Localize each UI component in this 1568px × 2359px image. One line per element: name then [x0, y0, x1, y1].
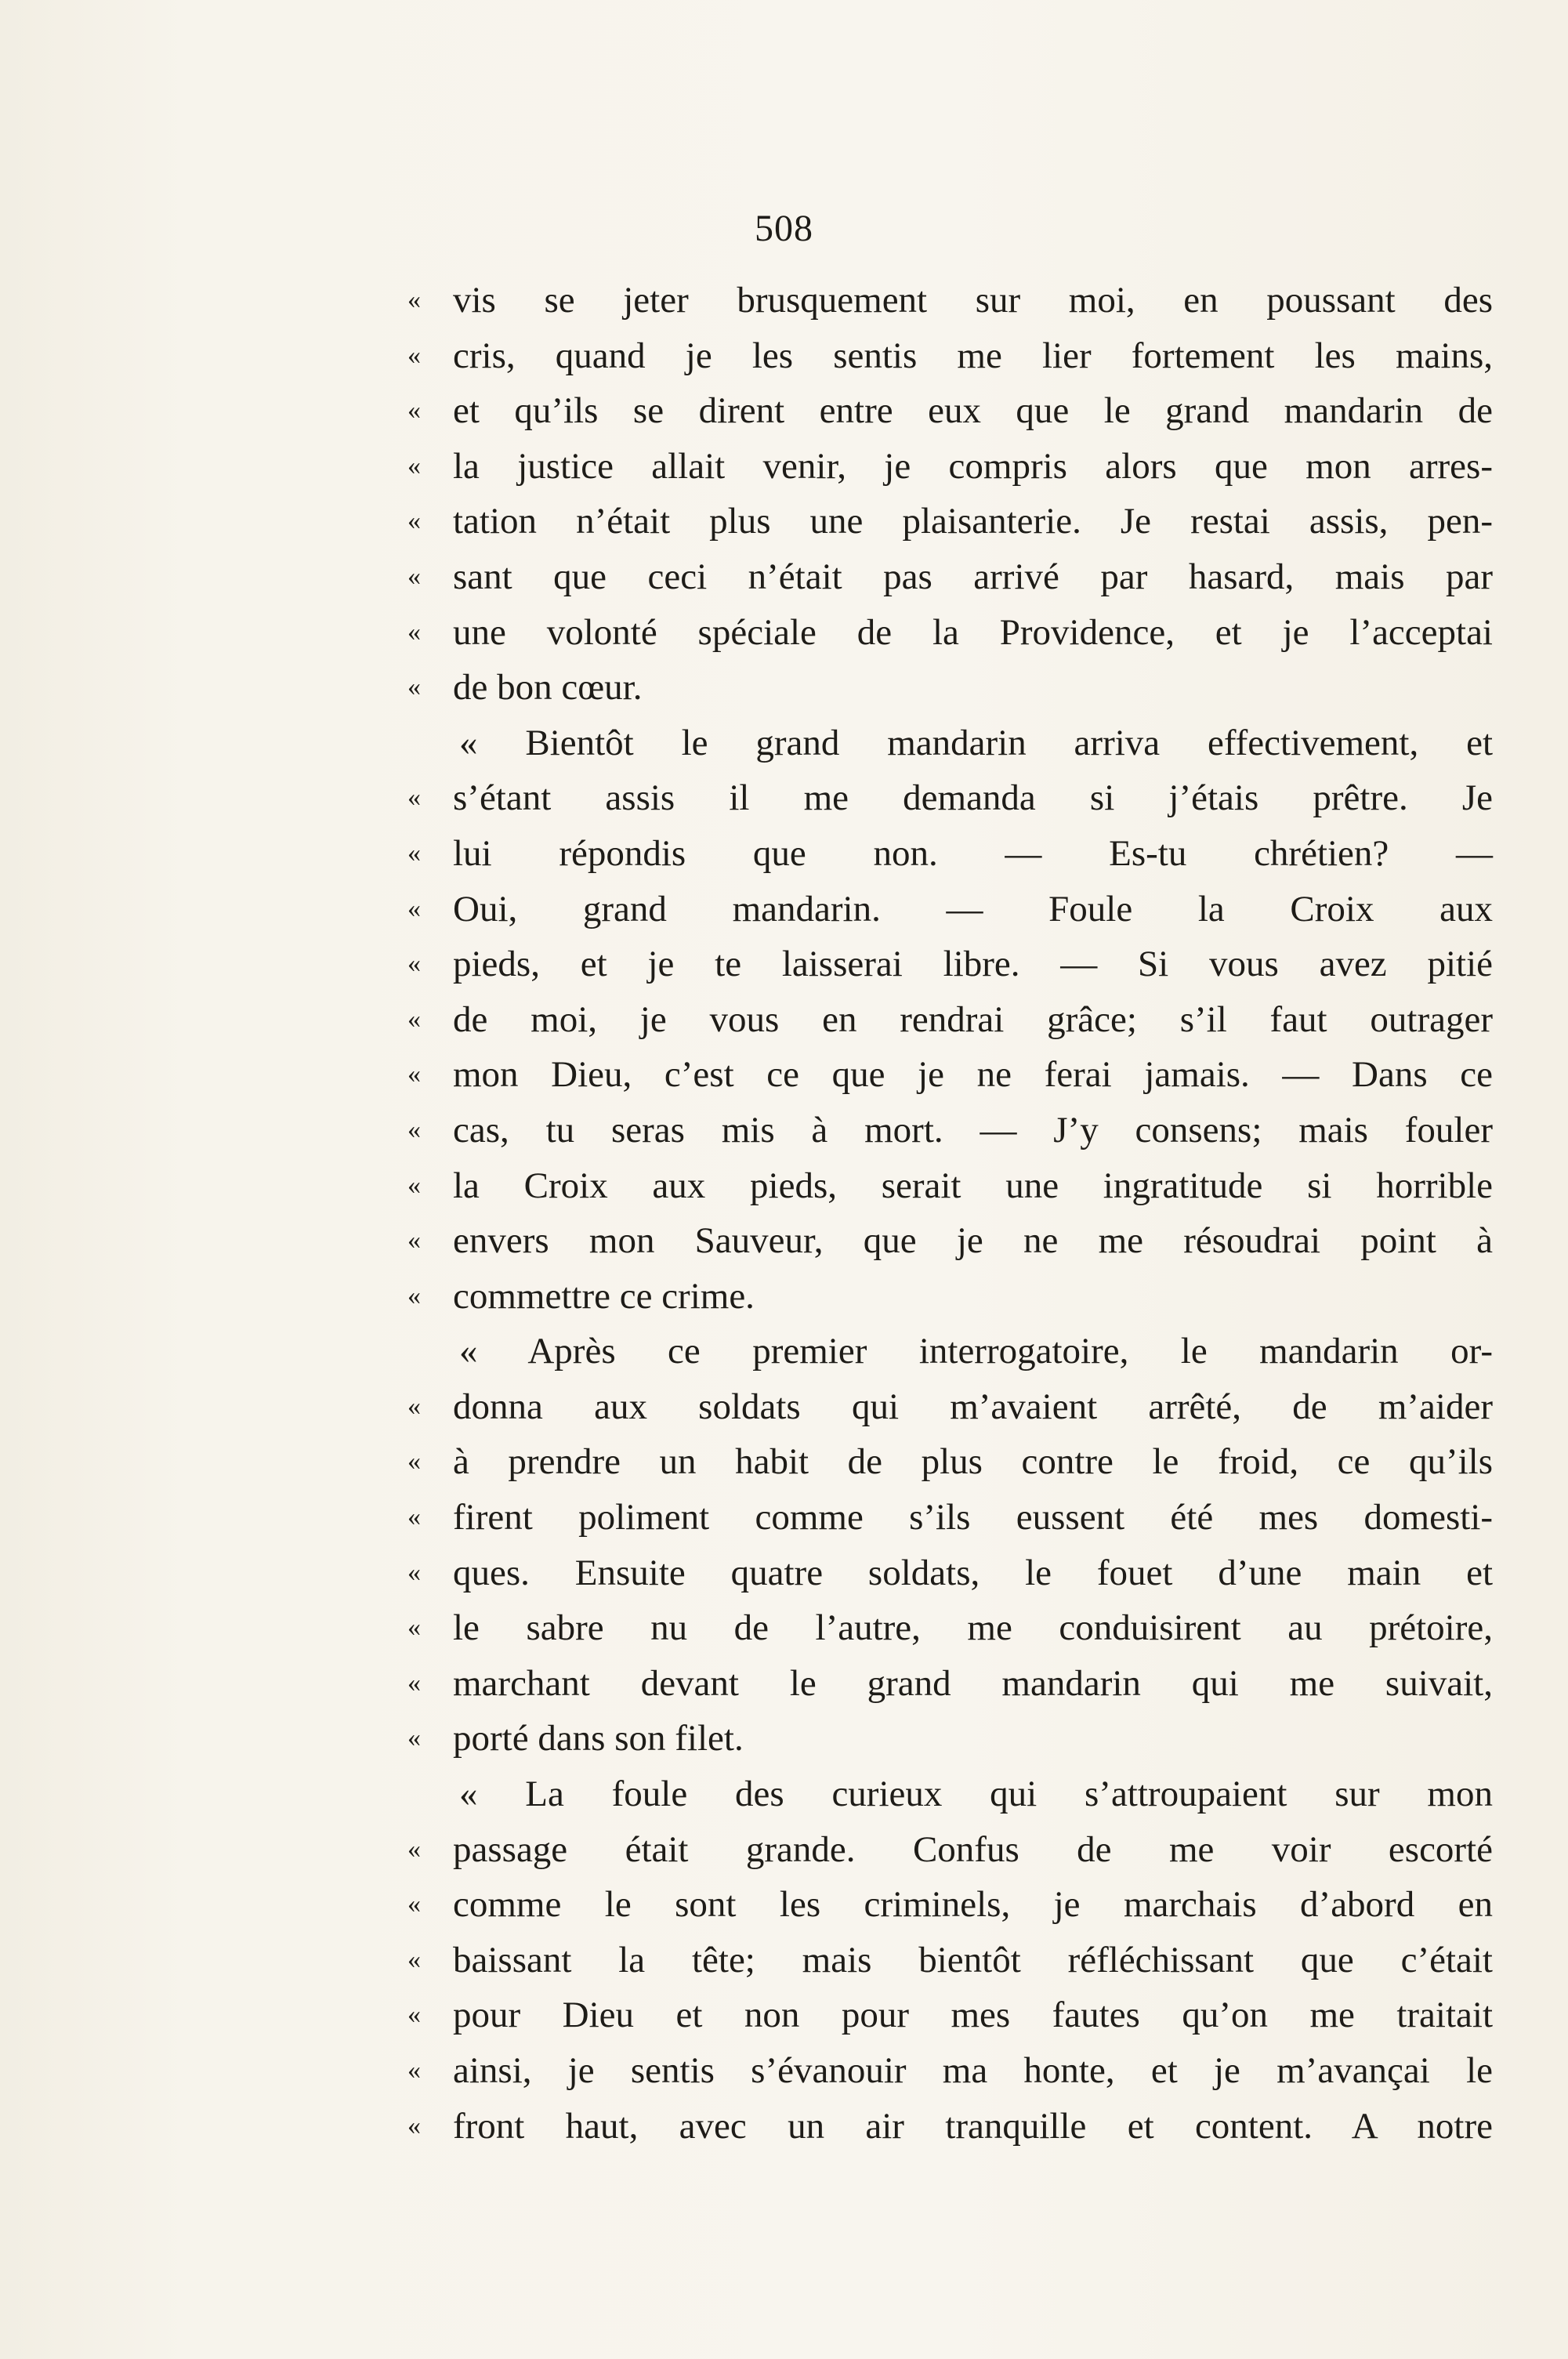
quote-mark: « — [407, 1723, 421, 1753]
quote-mark: « — [407, 506, 421, 536]
text-line — [407, 273, 1493, 328]
line-text: ques. Ensuite quatre soldats, le fouet d’une main et — [453, 1552, 1493, 1593]
quote-mark: « — [407, 783, 421, 813]
line-text: « Après ce premier interrogatoire, le mandarin or- — [459, 1331, 1493, 1372]
line-text: front haut, avec un air tranquille et content. A notre — [453, 2105, 1493, 2147]
line-text: porté dans son filet. — [453, 1718, 744, 1759]
text-line — [407, 1158, 1493, 1214]
quote-mark: « — [407, 1944, 421, 1974]
quote-mark: « — [407, 617, 421, 647]
text-line — [407, 549, 1493, 605]
text-line — [407, 383, 1493, 439]
text-line — [407, 770, 1493, 826]
text-line — [407, 1877, 1493, 1933]
text-line — [407, 1545, 1493, 1601]
quote-mark: « — [407, 1226, 421, 1256]
line-text: vis se jeter brusquement sur moi, en poussant des — [453, 280, 1493, 321]
line-text: mon Dieu, c’est ce que je ne ferai jamais. — Dans ce — [453, 1054, 1493, 1096]
quote-mark: « — [407, 949, 421, 979]
quote-mark: « — [407, 1281, 421, 1310]
quote-mark: « — [407, 2111, 421, 2140]
line-text: Oui, grand mandarin. — Foule la Croix aux — [453, 888, 1493, 929]
line-text: ainsi, je sentis s’évanouir ma honte, et je m’avançai le — [453, 2050, 1493, 2091]
line-text: sant que ceci n’était pas arrivé par hasard, mais par — [453, 556, 1493, 597]
text-line — [407, 605, 1493, 661]
quote-mark: « — [407, 2000, 421, 2030]
text-line — [407, 439, 1493, 495]
text-line — [407, 882, 1493, 937]
quote-mark: « — [407, 1502, 421, 1532]
quote-mark: « — [407, 1668, 421, 1698]
text-line — [407, 1324, 1493, 1379]
line-text: de bon cœur. — [453, 667, 643, 708]
text-line — [407, 1379, 1493, 1435]
quote-mark: « — [407, 1613, 421, 1643]
quote-mark: « — [407, 838, 421, 868]
line-text: firent poliment comme s’ils eussent été mes domesti- — [453, 1497, 1493, 1538]
quote-mark: « — [407, 1004, 421, 1034]
line-text: marchant devant le grand mandarin qui me suivait, — [453, 1662, 1493, 1704]
quote-mark: « — [407, 893, 421, 923]
line-text: pour Dieu et non pour mes fautes qu’on me traitait — [453, 1995, 1493, 2036]
text-line — [407, 660, 1493, 716]
body-text — [407, 273, 1493, 2154]
text-line — [407, 826, 1493, 882]
text-line — [407, 1767, 1493, 1822]
quote-mark: « — [407, 1557, 421, 1587]
page-number: 508 — [755, 208, 813, 249]
line-text: commettre ce crime. — [453, 1275, 755, 1317]
line-text: pieds, et je te laisserai libre. — Si vous avez pitié — [453, 944, 1493, 985]
line-text: passage était grande. Confus de me voir escorté — [453, 1828, 1493, 1870]
quote-mark: « — [407, 340, 421, 370]
text-line — [407, 1988, 1493, 2043]
text-line — [407, 1490, 1493, 1545]
line-text: et qu’ils se dirent entre eux que le grand mandarin de — [453, 390, 1493, 432]
line-text: baissant la tête; mais bientôt réfléchissant que c’était — [453, 1939, 1493, 1980]
text-line — [407, 1711, 1493, 1767]
quote-mark: « — [407, 1060, 421, 1089]
line-text: donna aux soldats qui m’avaient arrêté, de m’aider — [453, 1386, 1493, 1427]
text-line — [407, 1822, 1493, 1878]
line-text: lui répondis que non. — Es-tu chrétien? — — [453, 832, 1493, 874]
text-line — [407, 1047, 1493, 1103]
text-line — [407, 1269, 1493, 1324]
text-line — [407, 937, 1493, 992]
quote-mark: « — [407, 1391, 421, 1421]
line-text: la justice allait venir, je compris alors que mon arres- — [453, 445, 1493, 487]
text-line — [407, 494, 1493, 549]
quote-mark: « — [407, 1890, 421, 1919]
quote-mark: « — [407, 396, 421, 426]
text-line — [407, 1434, 1493, 1490]
quote-mark: « — [407, 2056, 421, 2085]
quote-mark: « — [407, 1834, 421, 1864]
quote-mark: « — [407, 672, 421, 702]
text-line — [407, 2099, 1493, 2154]
quote-mark: « — [407, 1114, 421, 1144]
quote-mark: « — [407, 285, 421, 314]
quote-mark: « — [407, 451, 421, 480]
line-text: cas, tu seras mis à mort. — J’y consens; mais fouler — [453, 1109, 1493, 1151]
text-line — [407, 1103, 1493, 1158]
text-line — [407, 328, 1493, 384]
line-text: tation n’était plus une plaisanterie. Je restai assis, pen- — [453, 501, 1493, 542]
line-text: de moi, je vous en rendrai grâce; s’il faut outrager — [453, 998, 1493, 1040]
line-text: à prendre un habit de plus contre le froid, ce qu’ils — [453, 1441, 1493, 1483]
text-line — [407, 716, 1493, 771]
line-text: la Croix aux pieds, serait une ingratitude si horrible — [453, 1165, 1493, 1206]
line-text: envers mon Sauveur, que je ne me résoudrai point à — [453, 1220, 1493, 1262]
text-line — [407, 1600, 1493, 1656]
quote-mark: « — [407, 561, 421, 591]
line-text: « Bientôt le grand mandarin arriva effectivement, et — [459, 722, 1493, 763]
text-line — [407, 1213, 1493, 1269]
text-line — [407, 2043, 1493, 2099]
text-line — [407, 1933, 1493, 1988]
line-text: cris, quand je les sentis me lier fortement les mains, — [453, 335, 1493, 376]
text-line — [407, 992, 1493, 1048]
quote-mark: « — [407, 1447, 421, 1477]
line-text: « La foule des curieux qui s’attroupaient sur mon — [459, 1774, 1493, 1815]
quote-mark: « — [407, 1170, 421, 1200]
line-text: s’étant assis il me demanda si j’étais prêtre. Je — [453, 777, 1493, 819]
line-text: le sabre nu de l’autre, me conduisirent au prétoire, — [453, 1607, 1493, 1649]
line-text: comme le sont les criminels, je marchais d’abord en — [453, 1884, 1493, 1926]
text-line — [407, 1656, 1493, 1712]
line-text: une volonté spéciale de la Providence, et je l’acceptai — [453, 611, 1493, 653]
